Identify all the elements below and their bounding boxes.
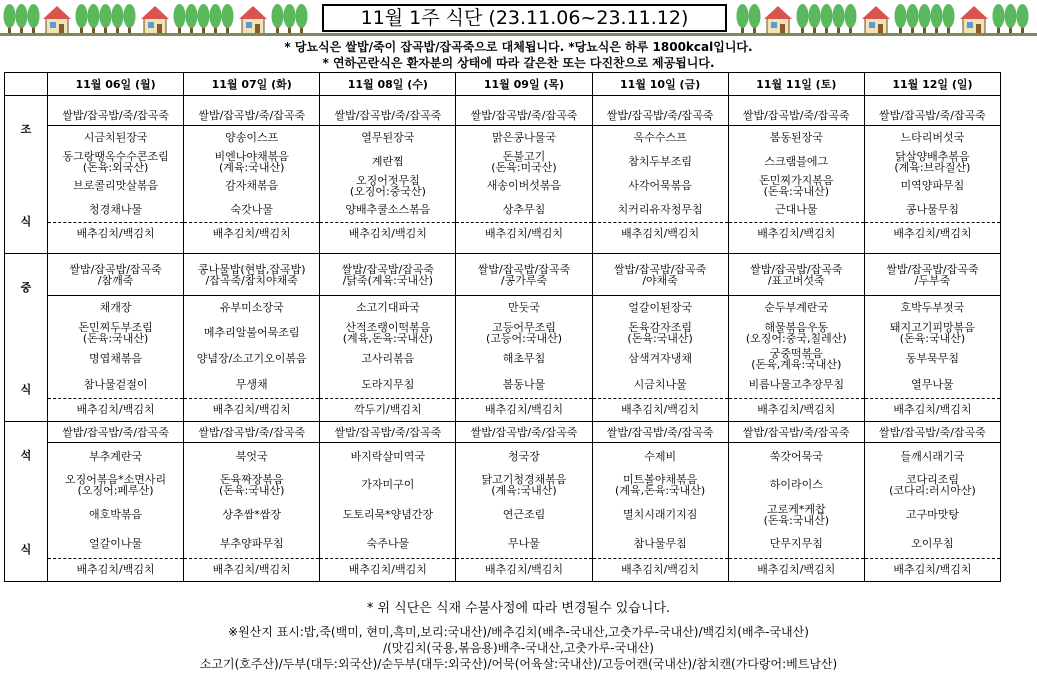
menu-cell bbox=[864, 254, 1000, 422]
dish-item: 감자채볶음 bbox=[225, 179, 279, 192]
day-header-row bbox=[5, 73, 1001, 96]
dish-item: 고등어무조림 (고등어:국내산) bbox=[485, 320, 563, 345]
tree-icon bbox=[943, 4, 955, 28]
menu-cell bbox=[864, 96, 1000, 254]
staple-item: 콩나물밥(현밥,잡곡밥) /잡곡죽/참치야채죽 bbox=[184, 255, 319, 296]
dish-item: 시금치된장국 bbox=[83, 131, 148, 144]
dish-item: 무나물 bbox=[456, 530, 591, 559]
kimchi-item: 배추김치/백김치 bbox=[76, 563, 155, 576]
dish-item: 궁중떡볶음 (돈육,계육:국내산) bbox=[751, 346, 842, 371]
corner-cell bbox=[5, 73, 48, 96]
staple-item: 쌀밥/잡곡밥/죽/잡곡죽 bbox=[184, 106, 319, 126]
menu-cell bbox=[184, 254, 320, 422]
origin-line-3: 소고기(호주산)/두부(대두:외국산)/순두부(대두:외국산)/어묵(어육살:국내산)/고등어캔(국내산)/참치캔(가다랑어:베트남산) bbox=[199, 657, 838, 671]
menu-cell bbox=[864, 422, 1000, 582]
menu-cell bbox=[320, 422, 456, 582]
tree-icon bbox=[16, 4, 28, 28]
tree-icon bbox=[210, 4, 222, 28]
page-title: 11월 1주 식단 (23.11.06~23.11.12) bbox=[322, 4, 727, 32]
menu-cell bbox=[48, 254, 184, 422]
tree-icon bbox=[797, 4, 809, 28]
tree-icon bbox=[88, 4, 100, 28]
dish-item: 양배추쿨소스볶음 bbox=[320, 198, 455, 223]
meal-label bbox=[5, 96, 48, 254]
menu-cell bbox=[184, 422, 320, 582]
dish-item: 숙갓나물 bbox=[184, 198, 319, 223]
staple-item: 쌀밥/잡곡밥/죽/잡곡죽 bbox=[48, 423, 183, 443]
meal-label-char: 중 bbox=[20, 280, 32, 294]
dish-item: 브로콜리맛살볶음 bbox=[73, 179, 159, 192]
staple-item: 쌀밥/잡곡밥/죽/잡곡죽 bbox=[320, 106, 455, 126]
menu-cell bbox=[456, 96, 592, 254]
menu-cell bbox=[48, 96, 184, 254]
menu-cell bbox=[456, 422, 592, 582]
day-header: 11월 09일 (목) bbox=[456, 73, 592, 96]
dish-item: 부추계란국 bbox=[89, 449, 143, 463]
meal-label-char: 식 bbox=[20, 214, 32, 228]
dish-item: 연근조림 bbox=[502, 508, 546, 521]
tree-icon bbox=[821, 4, 833, 28]
house-icon bbox=[862, 6, 890, 19]
dish-item: 봄동나물 bbox=[456, 372, 591, 399]
staple-item: 쌀밥/잡곡밥/잡곡죽 /닭죽(계육:국내산) bbox=[320, 255, 455, 296]
dish-item: 열무나물 bbox=[865, 372, 1000, 399]
staple-item: 쌀밥/잡곡밥/잡곡죽 /표고버섯죽 bbox=[729, 255, 864, 296]
kimchi-item: 배추김치/백김치 bbox=[893, 563, 972, 576]
dish-item: 스크램블에그 bbox=[764, 155, 829, 168]
staple-item: 쌀밥/잡곡밥/죽/잡곡죽 bbox=[865, 423, 1000, 443]
kimchi-item: 배추김치/백김치 bbox=[484, 403, 564, 416]
dish-item: 청경채나물 bbox=[48, 198, 183, 223]
dish-item: 도라지무침 bbox=[320, 372, 455, 399]
tree-icon bbox=[4, 4, 16, 28]
tree-icon bbox=[100, 4, 112, 28]
dish-item: 부추양파무침 bbox=[184, 530, 319, 559]
dish-item: 해물볶음우동 (오징어:중국,칠레산) bbox=[745, 320, 847, 345]
staple-item: 쌀밥/잡곡밥/잡곡죽 /야채죽 bbox=[593, 255, 728, 296]
tree-icon bbox=[296, 4, 308, 28]
weekly-menu-table bbox=[4, 72, 1001, 582]
dish-item: 열무된장국 bbox=[361, 131, 415, 144]
dish-item: 느타리버섯국 bbox=[900, 131, 965, 144]
dish-item: 바지락살미역국 bbox=[350, 449, 426, 463]
meal-label-char: 석 bbox=[20, 448, 32, 462]
dish-item: 돈민찌두부조림 (돈육:국내산) bbox=[78, 320, 153, 345]
dish-item: 해초무침 bbox=[502, 352, 546, 365]
staple-item: 쌀밥/잡곡밥/죽/잡곡죽 bbox=[184, 423, 319, 443]
staple-item: 쌀밥/잡곡밥/죽/잡곡죽 bbox=[729, 106, 864, 126]
house-tree-banner-right bbox=[735, 0, 1037, 36]
menu-cell bbox=[592, 422, 728, 582]
dish-item: 돈민찌가지볶음 (돈육:국내산) bbox=[759, 173, 834, 198]
house-icon bbox=[960, 6, 988, 19]
dish-item: 참나물겉절이 bbox=[48, 372, 183, 399]
house-tree-banner-left bbox=[0, 0, 318, 36]
tree-icon bbox=[993, 4, 1005, 28]
kimchi-item: 배추김치/백김치 bbox=[893, 403, 972, 416]
dish-item: 양송이스프 bbox=[225, 131, 279, 144]
dish-item: 오징어볶음*소면사리 (오징어:페루산) bbox=[65, 472, 167, 497]
tree-icon bbox=[174, 4, 186, 28]
menu-cell bbox=[592, 254, 728, 422]
kimchi-item: 배추김치/백김치 bbox=[76, 403, 155, 416]
dish-item: 비름나물고추장무침 bbox=[729, 372, 864, 399]
tree-icon bbox=[1005, 4, 1017, 28]
staple-item: 쌀밥/잡곡밥/죽/잡곡죽 bbox=[456, 423, 591, 443]
kimchi-item: 배추김치/백김치 bbox=[757, 563, 836, 576]
menu-cell bbox=[320, 254, 456, 422]
tree-icon bbox=[28, 4, 40, 28]
tree-icon bbox=[222, 4, 234, 28]
menu-cell bbox=[184, 96, 320, 254]
house-icon bbox=[764, 6, 792, 19]
menu-cell bbox=[456, 254, 592, 422]
tree-icon bbox=[907, 4, 919, 28]
meal-row bbox=[5, 96, 1001, 254]
dish-item: 멸치시래기지짐 bbox=[622, 508, 698, 521]
dish-item: 도토리묵*양념간장 bbox=[342, 508, 434, 521]
staple-item: 쌀밥/잡곡밥/잡곡죽 /두부죽 bbox=[865, 255, 1000, 296]
meal-label-char: 식 bbox=[20, 542, 32, 556]
dish-item: 돼지고기피망볶음 (돈육:국내산) bbox=[889, 320, 975, 345]
day-header: 11월 12일 (일) bbox=[864, 73, 1000, 96]
tree-icon bbox=[737, 4, 749, 28]
tree-icon bbox=[833, 4, 845, 28]
meal-label-char: 조 bbox=[20, 122, 32, 136]
tree-icon bbox=[919, 4, 931, 28]
dish-item: 명엽채볶음 bbox=[89, 352, 143, 365]
dish-item: 콩나물무침 bbox=[865, 198, 1000, 223]
dish-item: 청국장 bbox=[508, 449, 540, 463]
tree-icon bbox=[1017, 4, 1029, 28]
tree-icon bbox=[749, 4, 761, 28]
dish-item: 하이라이스 bbox=[769, 478, 823, 491]
house-icon bbox=[43, 6, 71, 19]
day-header: 11월 11일 (토) bbox=[728, 73, 864, 96]
menu-cell bbox=[48, 422, 184, 582]
day-header: 11월 07일 (화) bbox=[184, 73, 320, 96]
dish-item: 오이무침 bbox=[865, 530, 1000, 559]
dish-item: 새송이버섯볶음 bbox=[486, 179, 562, 192]
kimchi-item: 배추김치/백김치 bbox=[348, 563, 427, 576]
kimchi-item: 배추김치/백김치 bbox=[484, 563, 564, 576]
dish-item: 상추쌈*쌈장 bbox=[222, 508, 282, 521]
staple-item: 쌀밥/잡곡밥/잡곡죽 /참깨죽 bbox=[48, 255, 183, 296]
dish-item: 무생채 bbox=[184, 372, 319, 399]
dish-item: 맑은콩나물국 bbox=[492, 131, 556, 144]
staple-item: 쌀밥/잡곡밥/죽/잡곡죽 bbox=[593, 423, 728, 443]
kimchi-item: 배추김치/백김치 bbox=[757, 403, 836, 416]
menu-change-note: * 위 식단은 식재 수불사정에 따라 변경될수 있습니다. bbox=[366, 601, 671, 616]
meal-label bbox=[5, 422, 48, 582]
dish-item: 동부묵무침 bbox=[905, 352, 959, 365]
house-icon bbox=[141, 6, 169, 19]
dish-item: 만둣국 bbox=[508, 301, 540, 314]
day-header: 11월 06일 (월) bbox=[48, 73, 184, 96]
origin-line-1: ※원산지 표시:밥,죽(백미, 현미,흑미,보리:국내산)/배추김치(배추-국내산,고춧가루-국내산)/백김치(배추-국내산) bbox=[228, 625, 809, 639]
dish-item: 들깨시래기국 bbox=[900, 449, 965, 463]
meal-label bbox=[5, 254, 48, 422]
kimchi-item: 배추김치/백김치 bbox=[484, 226, 564, 240]
tree-icon bbox=[284, 4, 296, 28]
dish-item: 채개장 bbox=[99, 301, 132, 314]
dish-item: 코다리조림 (코다리:러시아산) bbox=[889, 472, 976, 497]
dish-item: 돈불고기 (돈육:미국산) bbox=[491, 149, 557, 174]
dish-item: 상추무침 bbox=[456, 198, 591, 223]
tree-icon bbox=[112, 4, 124, 28]
menu-cell bbox=[592, 96, 728, 254]
dish-item: 호박두부젓국 bbox=[900, 301, 965, 314]
origin-line-2: /(맛김치(국용,볶음용)배추-국내산,고춧가루-국내산) bbox=[383, 641, 654, 655]
dish-item: 근대나물 bbox=[729, 198, 864, 223]
tree-icon bbox=[809, 4, 821, 28]
kimchi-item: 배추김치/백김치 bbox=[76, 226, 155, 240]
staple-item: 쌀밥/잡곡밥/죽/잡곡죽 bbox=[320, 423, 455, 443]
dish-item: 애호박볶음 bbox=[89, 508, 143, 521]
kimchi-item: 배추김치/백김치 bbox=[621, 226, 700, 240]
kimchi-item: 배추김치/백김치 bbox=[621, 403, 700, 416]
dish-item: 가자미구이 bbox=[361, 478, 415, 491]
staple-item: 쌀밥/잡곡밥/죽/잡곡죽 bbox=[865, 106, 1000, 126]
meal-row bbox=[5, 254, 1001, 422]
tree-icon bbox=[76, 4, 88, 28]
menu-cell bbox=[728, 422, 864, 582]
day-header: 11월 08일 (수) bbox=[320, 73, 456, 96]
dish-item: 메추리알불어묵조림 bbox=[203, 326, 300, 339]
day-header: 11월 10일 (금) bbox=[592, 73, 728, 96]
dish-item: 치커리유자청무침 bbox=[593, 198, 728, 223]
dish-item: 옥수수스프 bbox=[633, 131, 687, 144]
dish-item: 숙주나물 bbox=[320, 530, 455, 559]
dish-item: 미역양파무침 bbox=[900, 179, 965, 192]
kimchi-item: 배추김치/백김치 bbox=[757, 226, 836, 240]
staple-item: 쌀밥/잡곡밥/죽/잡곡죽 bbox=[593, 106, 728, 126]
dish-item: 얼갈이된장국 bbox=[628, 301, 693, 314]
dish-item: 돈육짜장볶음 (돈육:국내산) bbox=[219, 472, 285, 497]
dish-item: 단무지무침 bbox=[729, 530, 864, 559]
dish-item: 고사리볶음 bbox=[361, 352, 415, 365]
staple-item: 쌀밥/잡곡밥/죽/잡곡죽 bbox=[729, 423, 864, 443]
staple-item: 쌀밥/잡곡밥/죽/잡곡죽 bbox=[456, 106, 591, 126]
dish-item: 미트볼야채볶음 (계육,돈육:국내산) bbox=[615, 472, 706, 497]
dish-item: 고로케*케찹 (돈육:국내산) bbox=[763, 502, 829, 527]
kimchi-item: 깍두기/백김치 bbox=[354, 403, 422, 416]
tree-icon bbox=[895, 4, 907, 28]
kimchi-item: 배추김치/백김치 bbox=[893, 226, 972, 240]
tree-icon bbox=[198, 4, 210, 28]
staple-item: 쌀밥/잡곡밥/죽/잡곡죽 bbox=[48, 106, 183, 126]
dish-item: 닭고기청경채볶음 (계육:국내산) bbox=[481, 472, 567, 497]
dish-item: 비엔나야채볶음 (계육:국내산) bbox=[214, 149, 289, 174]
dish-item: 쑥갓어묵국 bbox=[769, 449, 823, 463]
kimchi-item: 배추김치/백김치 bbox=[348, 226, 427, 240]
kimchi-item: 배추김치/백김치 bbox=[212, 403, 291, 416]
menu-cell bbox=[728, 96, 864, 254]
staple-item: 쌀밥/잡곡밥/잡곡죽 /콩가루죽 bbox=[456, 255, 591, 296]
tree-icon bbox=[931, 4, 943, 28]
menu-cell bbox=[728, 254, 864, 422]
dish-item: 참나물무침 bbox=[593, 530, 728, 559]
dish-item: 참치두부조림 bbox=[628, 155, 693, 168]
dish-item: 산적조랭이떡볶음 (계육,돈육:국내산) bbox=[342, 320, 433, 345]
dish-item: 북엇국 bbox=[235, 449, 268, 463]
house-icon bbox=[239, 6, 267, 19]
dish-item: 순두부계란국 bbox=[764, 301, 829, 314]
dish-item: 양념장/소고기오이볶음 bbox=[196, 352, 307, 365]
dysphagia-note: * 연하곤란식은 환자분의 상태에 따라 갈은찬 또는 다진찬으로 제공됩니다. bbox=[322, 56, 715, 70]
dish-item: 사각어묵볶음 bbox=[628, 179, 693, 192]
tree-icon bbox=[186, 4, 198, 28]
diabetes-note: * 당뇨식은 쌀밥/죽이 잡곡밥/잡곡죽으로 대체됩니다. *당뇨식은 하루 1800kcal입니다. bbox=[284, 40, 753, 54]
tree-icon bbox=[845, 4, 857, 28]
dish-item: 봄동된장국 bbox=[769, 131, 823, 144]
dish-item: 시금치나물 bbox=[593, 372, 728, 399]
dish-item: 계란찜 bbox=[371, 155, 404, 168]
meal-label-char: 식 bbox=[20, 382, 32, 396]
dish-item: 삼색겨자냉채 bbox=[628, 352, 693, 365]
dish-item: 수제비 bbox=[644, 449, 677, 463]
banner-ground-line bbox=[0, 33, 1037, 36]
tree-icon bbox=[124, 4, 136, 28]
dish-item: 닭살양배추볶음 (계육:브라질산) bbox=[894, 149, 971, 174]
dish-item: 소고기대파국 bbox=[355, 301, 420, 314]
dish-item: 얼갈이나물 bbox=[48, 530, 183, 559]
meal-row bbox=[5, 422, 1001, 582]
kimchi-item: 배추김치/백김치 bbox=[212, 563, 291, 576]
dish-item: 동그랑땡옥수수콘조림 (돈육:외국산) bbox=[62, 149, 169, 174]
kimchi-item: 배추김치/백김치 bbox=[212, 226, 291, 240]
tree-icon bbox=[272, 4, 284, 28]
dish-item: 고구마맛탕 bbox=[905, 508, 959, 521]
menu-cell bbox=[320, 96, 456, 254]
dish-item: 오징어젓무침 (오징어:중국산) bbox=[349, 173, 426, 198]
dish-item: 돈육감자조림 (돈육:국내산) bbox=[627, 320, 693, 345]
dish-item: 유부미소장국 bbox=[219, 301, 284, 314]
kimchi-item: 배추김치/백김치 bbox=[621, 563, 700, 576]
